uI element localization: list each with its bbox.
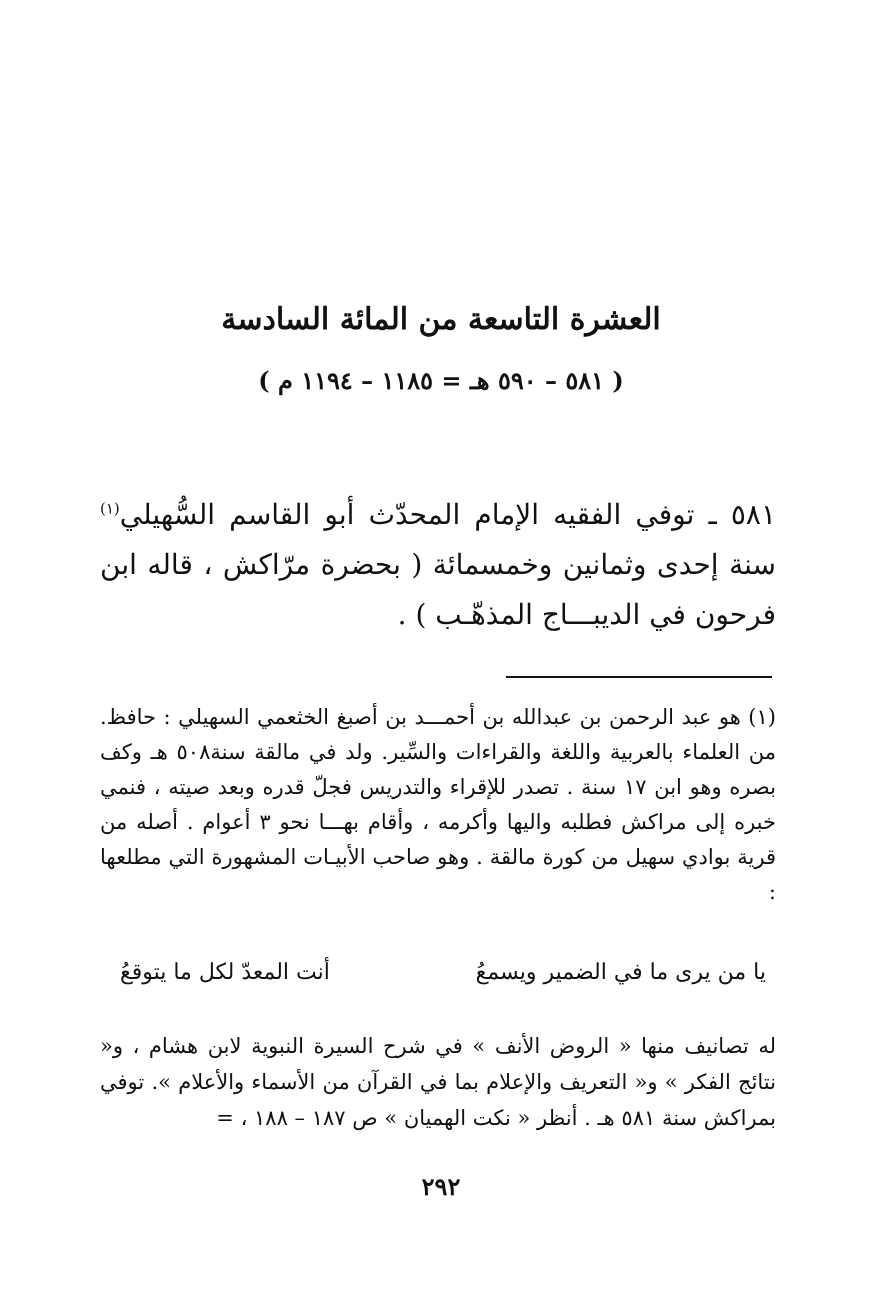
page-number: ٢٩٢ <box>421 1172 461 1201</box>
footnote-marker: (١) <box>100 499 120 518</box>
date-range: ( ٥٨١ – ٥٩٠ هـ = ١١٨٥ – ١١٩٤ م ) <box>258 366 624 395</box>
footnote-separator <box>506 676 772 678</box>
verse-first-hemistich: يا من يرى ما في الضمير ويسمعُ <box>475 960 766 985</box>
footnote-works: له تصانيف منها « الروض الأنف » في شرح السيرة النبوية لابن هشام ، و« نتائج الفكر » و« التعريف والإعلام بما في القرآن من الأسماء والأعلام ». توفي بمراكش سنة ٥٨١ هـ . أنظر « نكت الهميان » ص ١٨٧ – ١٨٨ ، = <box>100 1034 776 1130</box>
entry-text-end: سنة إحدى وثمانين وخمسمائة ( بحضرة مرّاكش ، قاله ابن فرحون في الديبـــاج المذهّـب ) . <box>100 548 776 631</box>
section-title: العشرة التاسعة من المائة السادسة <box>221 302 661 337</box>
verse-second-hemistich: أنت المعدّ لكل ما يتوقعُ <box>120 960 330 985</box>
main-entry-paragraph <box>100 490 776 640</box>
entry-text-start: ٥٨١ ـ توفي الفقيه الإمام المحدّث أبو القاسم السُّهيلي <box>119 498 776 531</box>
footnote-biography: (١) هو عبد الرحمن بن عبدالله بن أحمـــد بن أصبغ الخثعمي السهيلي : حافظ. من العلماء بالعربية واللغة والقراءات والسِّير. ولد في مالقة سنة٥٠٨ هـ وكف بصره وهو ابن ١٧ سنة . تصدر للإقراء والتدريس فجلّ قدره وبعد صيته ، فنمي خبره إلى مراكش فطلبه واليها وأكرمه ، وأقام بهـــا نحو ٣ أعوام . أصله من قرية بوادي سهيل من كورة مالقة . وهو صاحب الأبيـات المشهورة التي مطلعها : <box>100 705 776 904</box>
poem-verse <box>100 960 776 1000</box>
